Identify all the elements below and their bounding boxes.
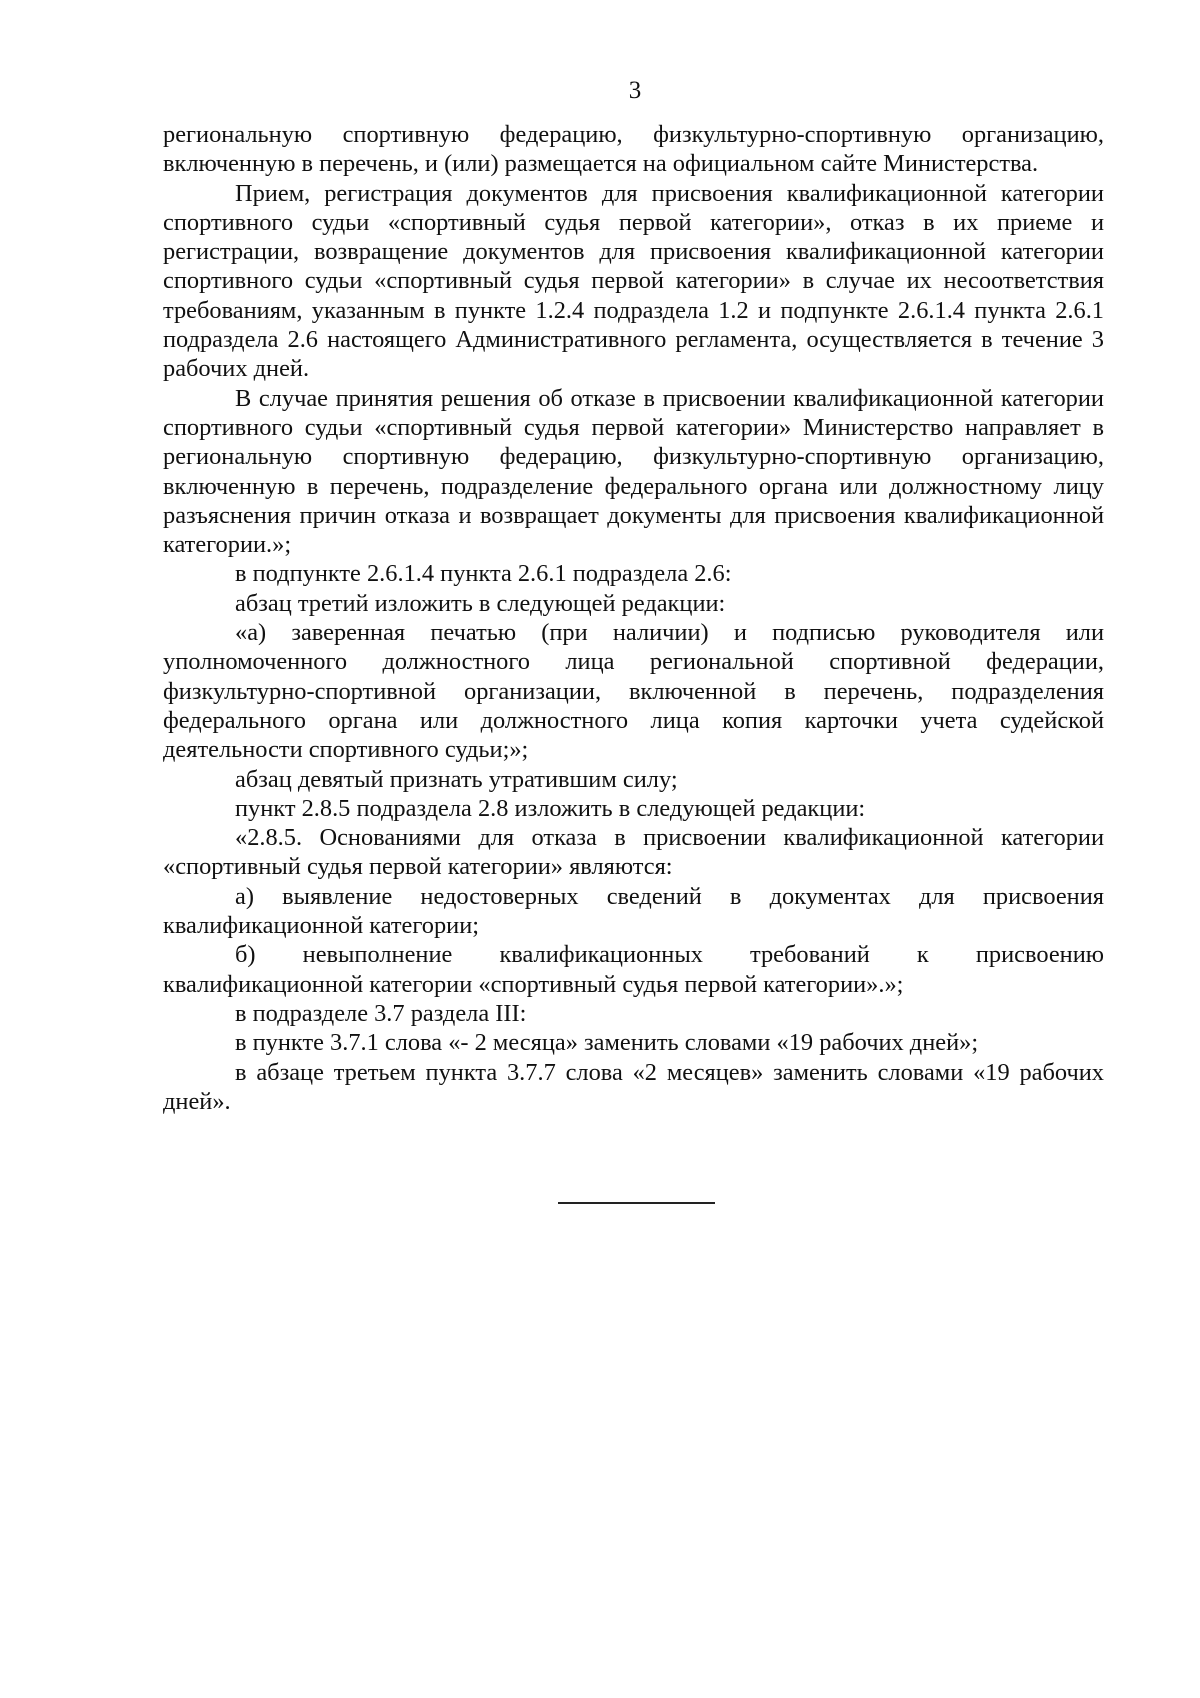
page-number: 3 <box>628 77 642 104</box>
paragraph: Прием, регистрация документов для присвоения квалификационной категории спортивного судьи «спортивный судья первой категории», отказ в их приеме и регистрации, возвращение документов для присвоения квалификационной категории спортивного судьи «спортивный судья первой категории» в случае их несоответствия требованиям, указанным в пункте 1.2.4 подраздела 1.2 и подпункте 2.6.1.4 пункта 2.6.1 подраздела 2.6 настоящего Административного регламента, осуществляется в течение 3 рабочих дней. <box>163 179 1104 383</box>
paragraph: в подразделе 3.7 раздела III: <box>235 999 527 1027</box>
paragraph: абзац третий изложить в следующей редакции: <box>235 589 726 617</box>
paragraph: региональную спортивную федерацию, физкультурно-спортивную организацию, включенную в перечень, и (или) размещается на официальном сайте Министерства. <box>163 121 1104 178</box>
paragraph: «а) заверенная печатью (при наличии) и подписью руководителя или уполномоченного должностного лица региональной спортивной федерации, физкультурно-спортивной организации, включенной в перечень, подразделения федерального органа или должностного лица копия карточки учета судейской деятельности спортивного судьи;»; <box>163 619 1104 764</box>
paragraph: «2.8.5. Основаниями для отказа в присвоении квалификационной категории «спортивный судья первой категории» являются: <box>163 824 1104 881</box>
paragraph: в подпункте 2.6.1.4 пункта 2.6.1 подраздела 2.6: <box>235 560 732 588</box>
paragraph: В случае принятия решения об отказе в присвоении квалификационной категории спортивного судьи «спортивный судья первой категории» Министерство направляет в региональную спортивную федерацию, физкультурно-спортивную организацию, включенную в перечень, подразделение федерального органа или должностному лицу разъяснения причин отказа и возвращает документы для присвоения квалификационной категории.»; <box>163 384 1104 559</box>
paragraph: а) выявление недостоверных сведений в документах для присвоения квалификационной категории; <box>163 882 1104 940</box>
paragraph: в пункте 3.7.1 слова «- 2 месяца» заменить словами «19 рабочих дней»; <box>235 1029 979 1057</box>
paragraph: абзац девятый признать утратившим силу; <box>235 765 678 793</box>
document-body <box>163 120 1104 1116</box>
end-divider-line <box>558 1202 715 1204</box>
paragraph: б) невыполнение квалификационных требований к присвоению квалификационной категории «спортивный судья первой категории».»; <box>163 941 1104 998</box>
paragraph: пункт 2.8.5 подраздела 2.8 изложить в следующей редакции: <box>235 794 866 822</box>
paragraph: в абзаце третьем пункта 3.7.7 слова «2 месяцев» заменить словами «19 рабочих дней». <box>163 1058 1104 1115</box>
